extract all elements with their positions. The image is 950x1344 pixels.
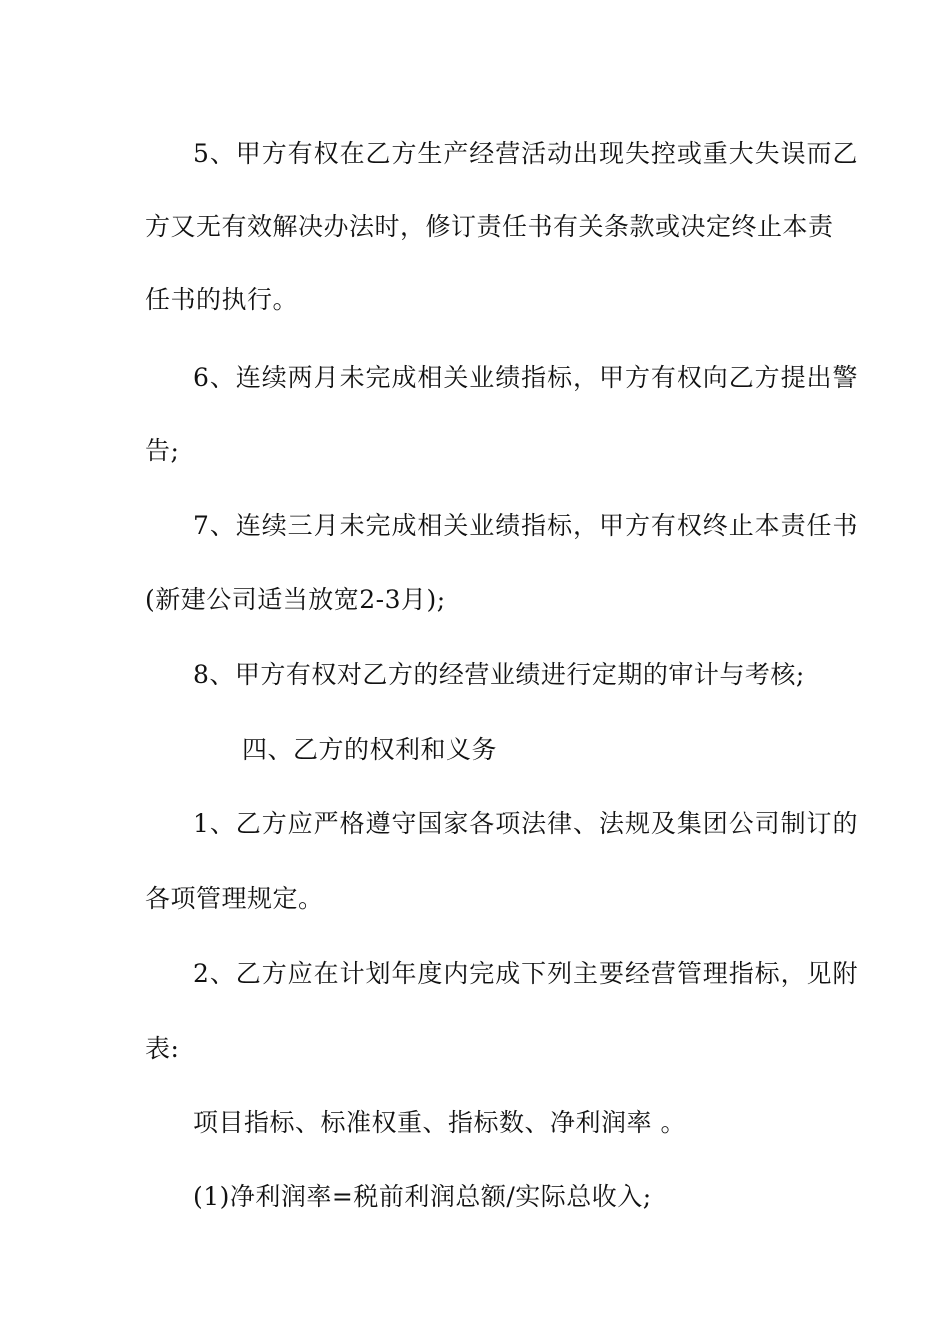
formula-net-profit-margin: (1)净利润率=税前利润总额/实际总收入; xyxy=(193,1182,652,1211)
text-line: 各项管理规定。 xyxy=(145,884,324,913)
text-line: (新建公司适当放宽2-3月); xyxy=(145,585,446,614)
section-heading: 四、乙方的权利和义务 xyxy=(242,735,498,764)
text-line: 6、连续两月未完成相关业绩指标，甲方有权向乙方提出警 xyxy=(193,363,858,392)
text-line: 8、甲方有权对乙方的经营业绩进行定期的审计与考核; xyxy=(193,660,805,689)
text-line: 2、乙方应在计划年度内完成下列主要经营管理指标，见附 xyxy=(193,959,858,988)
text-line: 表: xyxy=(145,1034,180,1063)
text-line: 7、连续三月未完成相关业绩指标，甲方有权终止本责任书 xyxy=(193,511,858,540)
indicator-list: 项目指标、标准权重、指标数、净利润率 。 xyxy=(193,1108,686,1137)
text-line: 1、乙方应严格遵守国家各项法律、法规及集团公司制订的 xyxy=(193,809,858,838)
text-line: 任书的执行。 xyxy=(145,285,299,314)
text-line: 告; xyxy=(145,436,180,465)
text-line: 5、甲方有权在乙方生产经营活动出现失控或重大失误而乙 xyxy=(193,139,858,168)
text-line: 方又无有效解决办法时，修订责任书有关条款或决定终止本责 xyxy=(145,212,834,241)
